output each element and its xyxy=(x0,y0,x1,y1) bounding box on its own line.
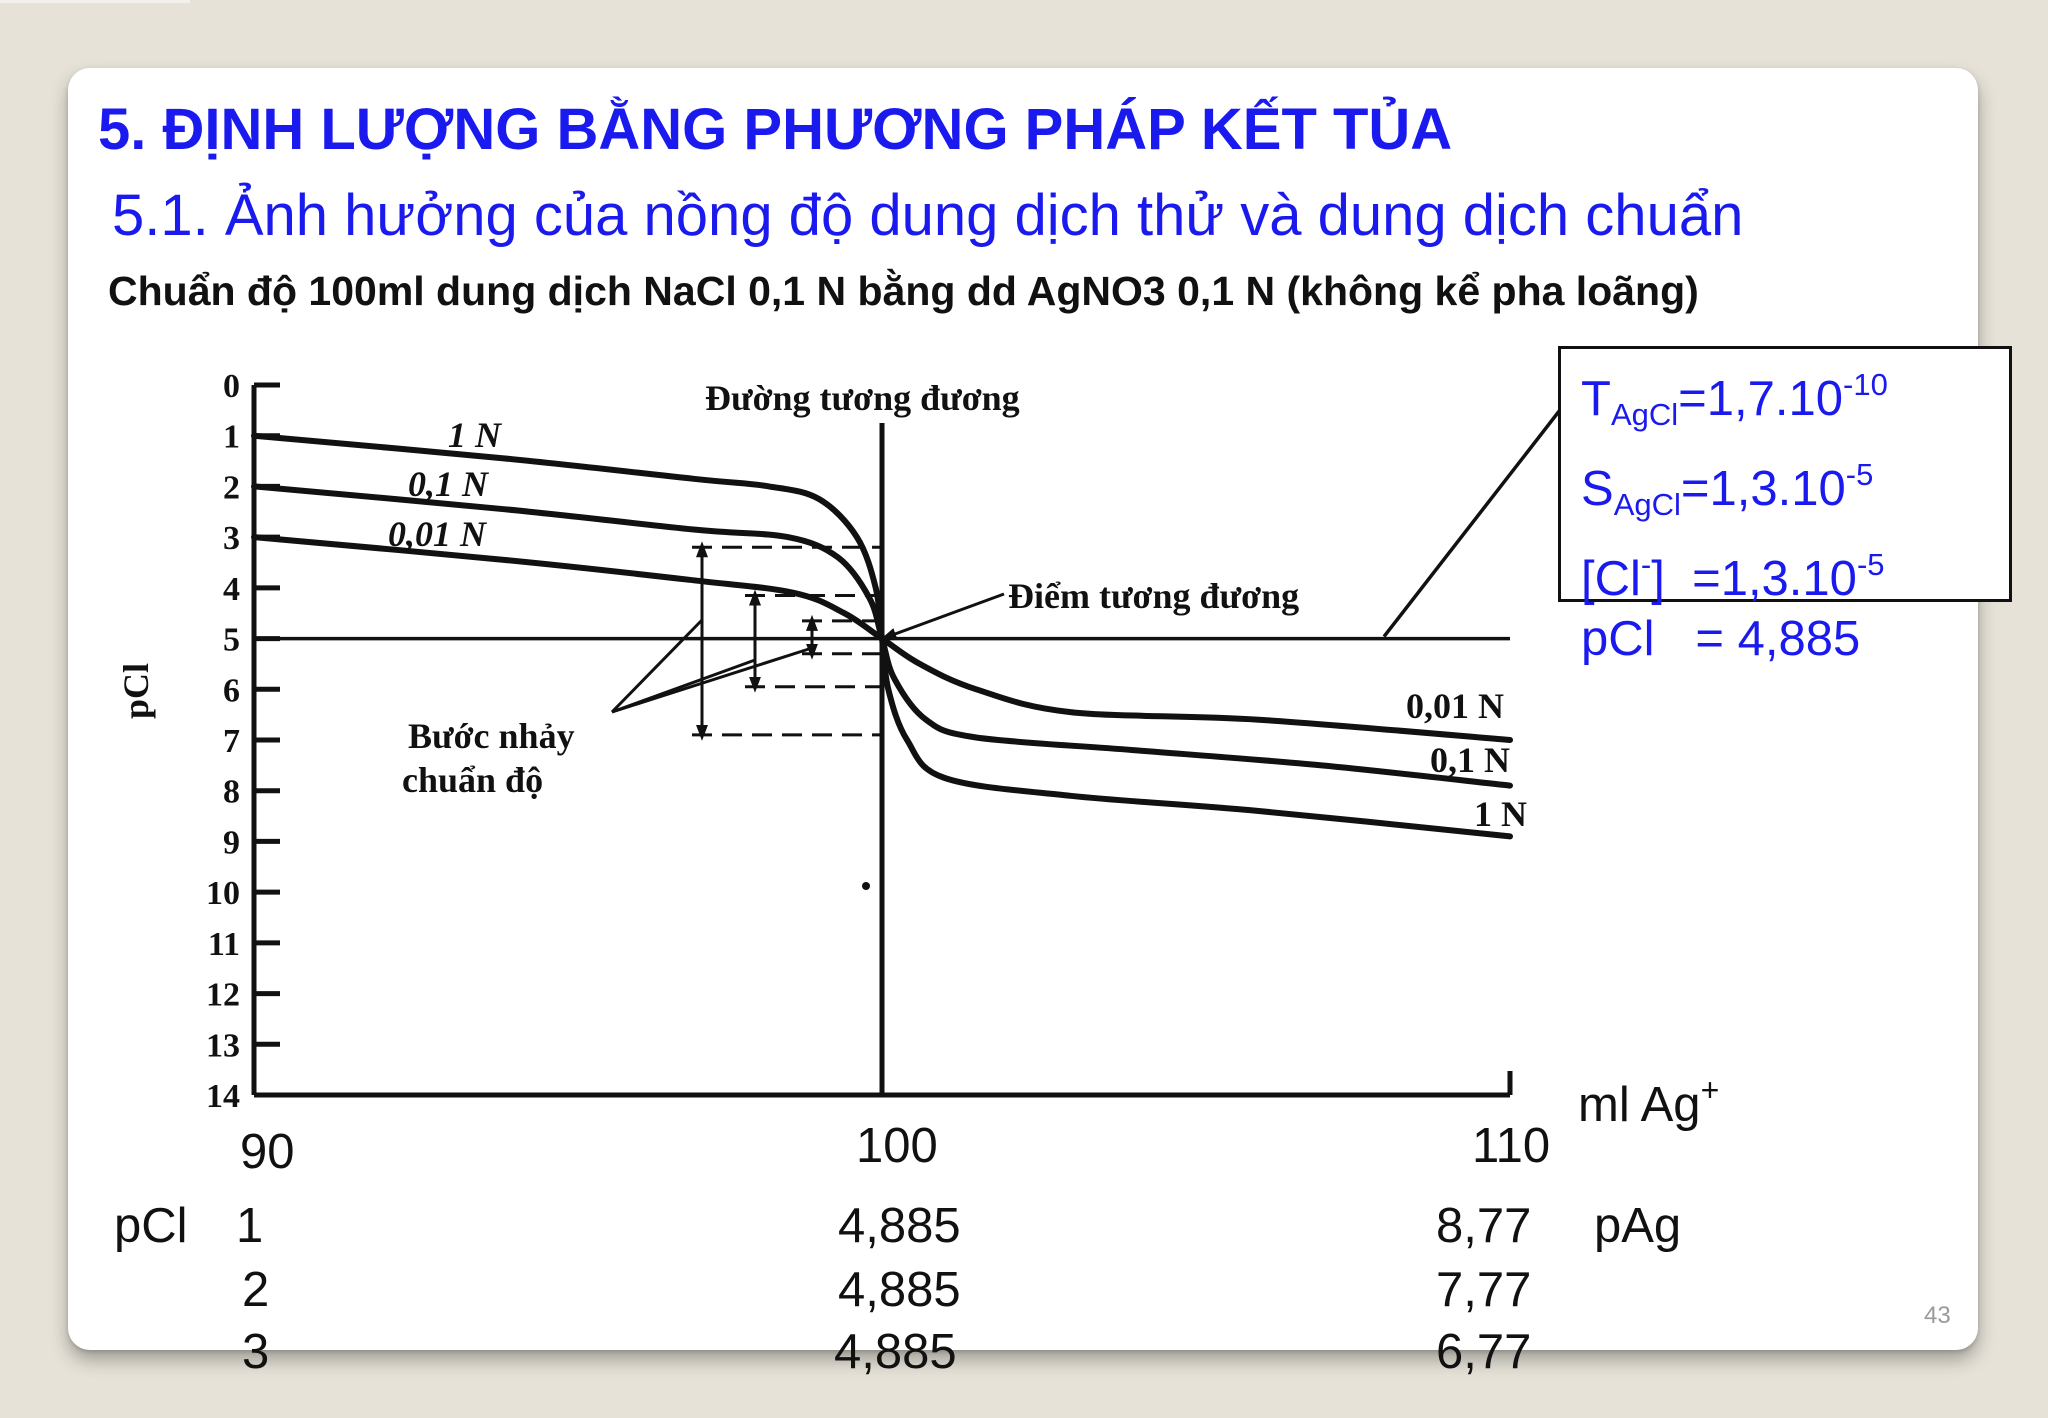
chloride-concentration-line: $[Cl^-] =1,3.10^{-5}$ xyxy=(1581,547,1885,606)
y-tick-label-0: 0 xyxy=(223,368,240,405)
titration-caption: Chuẩn độ 100ml dung dịch NaCl 0,1 N bằng dd AgNO3 0,1 N (không kể pha loãng) xyxy=(108,268,1699,314)
jump-label-line1: Bước nhảy xyxy=(408,716,575,756)
table-left-label: pCl xyxy=(114,1199,188,1253)
series-label-right-1N: 1 N xyxy=(1474,794,1527,834)
table-row1-end: 8,77 xyxy=(1436,1199,1532,1253)
y-tick-label-8: 8 xyxy=(223,773,240,811)
x-tick-110: 110 xyxy=(1472,1119,1551,1173)
table-row3-eq: 4,885 xyxy=(834,1325,957,1379)
table-row2-pcl: 2 xyxy=(242,1263,270,1317)
x-tick-100: 100 xyxy=(856,1119,938,1173)
solubility-line: $S_{AgCl}=1,3.10^{-5}$ xyxy=(1581,457,1874,522)
y-tick-label-10: 10 xyxy=(206,875,240,913)
y-tick-label-6: 6 xyxy=(223,672,240,710)
table-right-label: pAg xyxy=(1594,1199,1682,1253)
equivalence-line-label: Đường tương đương xyxy=(705,378,1020,418)
y-tick-label-7: 7 xyxy=(223,723,240,760)
scan-speck xyxy=(862,882,870,890)
y-axis-label: pCl xyxy=(116,662,156,719)
y-tick-label-12: 12 xyxy=(206,976,240,1014)
constants-box-connector xyxy=(1384,410,1560,637)
equivalence-point-pointer xyxy=(888,594,1004,637)
x-tick-90: 90 xyxy=(240,1125,295,1179)
y-tick-label-4: 4 xyxy=(223,570,240,608)
solubility-product-line: $T_{AgCl}=1,7.10^{-10}$ xyxy=(1581,367,1888,432)
y-tick-label-9: 9 xyxy=(223,824,240,862)
solubility-constants-box xyxy=(1558,346,2012,666)
pcl-line: pCl = 4,885 xyxy=(1581,612,1861,666)
slide-subheading: 5.1. Ảnh hưởng của nồng độ dung dịch thử và dung dịch chuẩn xyxy=(112,183,1744,248)
series-label-left-0-01N: 0,01 N xyxy=(388,514,486,554)
jump-label-line2: chuẩn độ xyxy=(402,760,544,800)
y-tick-label-2: 2 xyxy=(223,469,240,507)
series-label-right-0-01N: 0,01 N xyxy=(1406,686,1504,726)
y-tick-label-1: 1 xyxy=(223,418,240,456)
y-tick-label-14: 14 xyxy=(206,1078,240,1115)
equivalence-point-label: Điểm tương đương xyxy=(1008,576,1300,616)
series-label-right-0-1N: 0,1 N xyxy=(1430,740,1510,780)
table-row3-end: 6,77 xyxy=(1436,1325,1532,1379)
y-tick-label-3: 3 xyxy=(223,520,240,558)
table-row1-eq: 4,885 xyxy=(838,1199,961,1253)
table-row3-pcl: 3 xyxy=(242,1325,270,1379)
y-tick-label-13: 13 xyxy=(206,1027,240,1065)
page-number: 43 xyxy=(1924,1302,1951,1329)
y-tick-label-5: 5 xyxy=(223,621,240,659)
slide-heading: 5. ĐỊNH LƯỢNG BẰNG PHƯƠNG PHÁP KẾT TỦA xyxy=(98,97,1453,162)
table-row2-end: 7,77 xyxy=(1436,1263,1532,1317)
table-row2-eq: 4,885 xyxy=(838,1263,961,1317)
series-label-left-1N: 1 N xyxy=(448,415,501,455)
y-tick-label-11: 11 xyxy=(207,925,240,963)
x-axis-unit-label: ml Ag+ xyxy=(1578,1072,1720,1132)
series-label-left-0-1N: 0,1 N xyxy=(408,464,488,504)
table-row1-pcl: 1 xyxy=(236,1199,264,1253)
